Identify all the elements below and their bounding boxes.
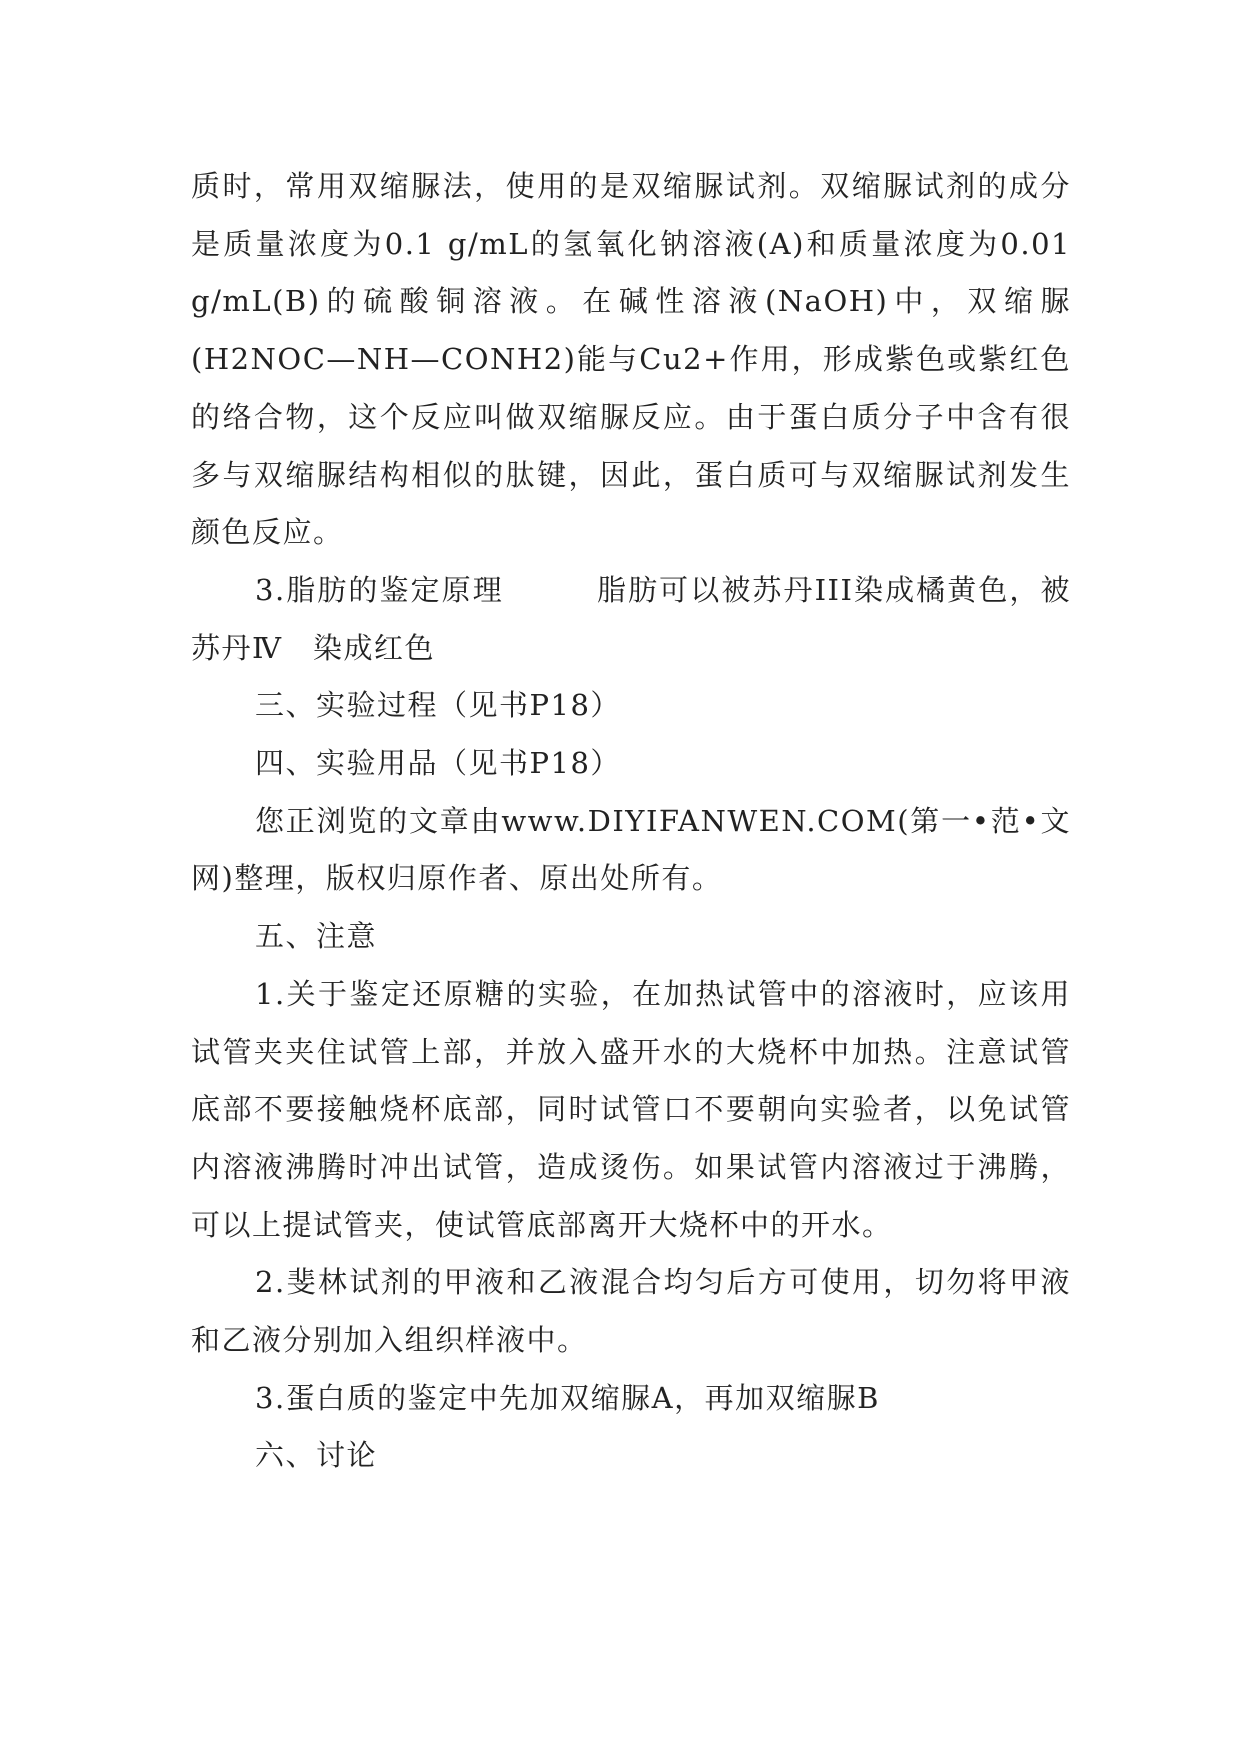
paragraph-note-fehling-reagent: 2.斐林试剂的甲液和乙液混合均匀后方可使用，切勿将甲液和乙液分别加入组织样液中。 <box>191 1265 1071 1358</box>
heading-experiment-materials: 四、实验用品（见书P18） <box>255 746 621 781</box>
heading-notes: 五、注意 <box>255 919 378 954</box>
paragraph-source-notice: 您正浏览的文章由www.DIYIFANWEN.COM(第一•范•文网)整理，版权归原作者、原出处所有。 <box>191 803 1071 896</box>
paragraph-note-protein: 3.蛋白质的鉴定中先加双缩脲A，再加双缩脲B <box>255 1380 880 1415</box>
paragraph-fat-identification: 3.脂肪的鉴定原理 脂肪可以被苏丹III染成橘黄色，被苏丹Ⅳ 染成红色 <box>191 572 1071 665</box>
paragraph-note-reducing-sugar: 1.关于鉴定还原糖的实验，在加热试管中的溶液时，应该用试管夹夹住试管上部，并放入盛开水的大烧杯中加热。注意试管底部不要接触烧杯底部，同时试管口不要朝向实验者，以免试管内溶液沸腾时冲出试管，造成烫伤。如果试管内溶液过于沸腾，可以上提试管夹，使试管底部离开大烧杯中的开水。 <box>191 976 1071 1242</box>
heading-experiment-process: 三、实验过程（见书P18） <box>255 688 621 723</box>
heading-discussion: 六、讨论 <box>255 1438 378 1473</box>
document-body <box>191 158 1082 1485</box>
paragraph-biuret-reagent: 质时，常用双缩脲法，使用的是双缩脲试剂。双缩脲试剂的成分是质量浓度为0.1 g/mL的氢氧化钠溶液(A)和质量浓度为0.01 g/mL(B)的硫酸铜溶液。在碱性溶液(NaOH)中，双缩脲(H2NOC—NH—CONH2)能与Cu2+作用，形成紫色或紫红色的络合物，这个反应叫做双缩脲反应。由于蛋白质分子中含有很多与双缩脲结构相似的肽键，因此，蛋白质可与双缩脲试剂发生颜色反应。 <box>191 169 1082 550</box>
